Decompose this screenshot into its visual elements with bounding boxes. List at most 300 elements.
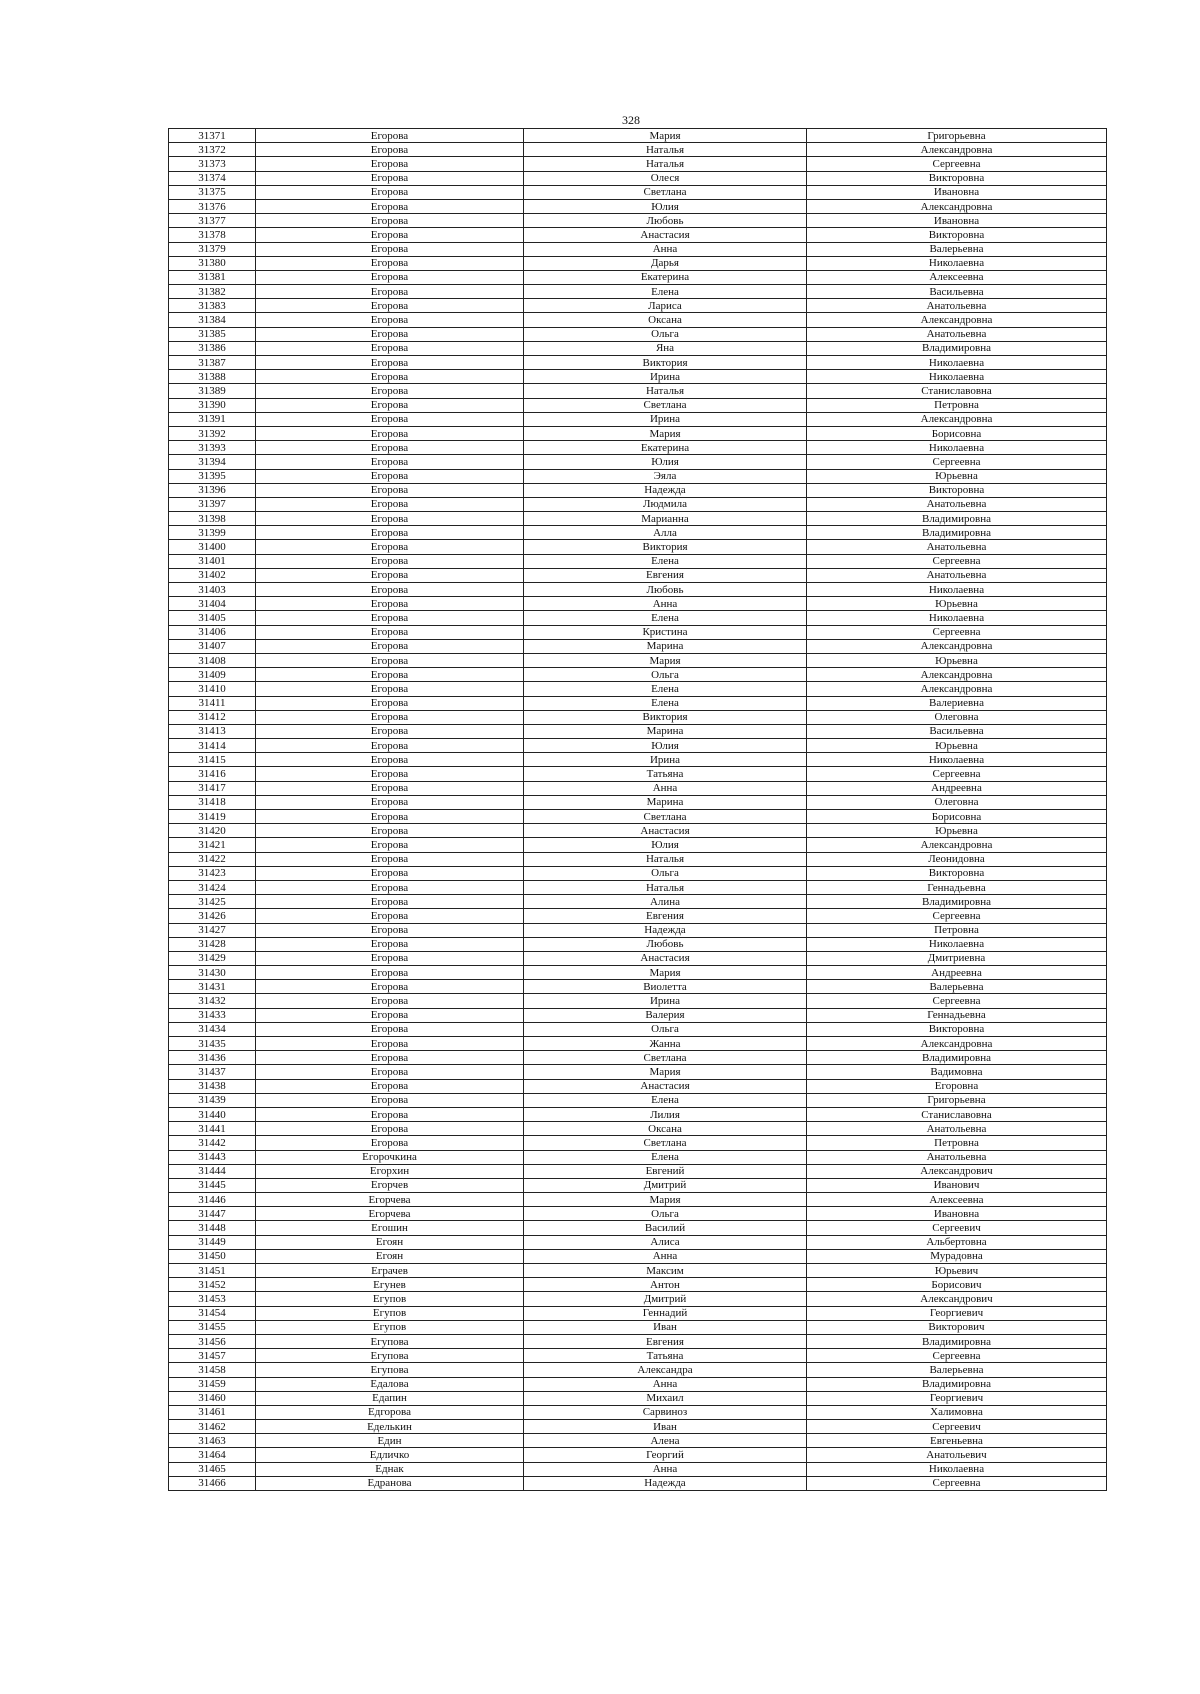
record-number-cell: 31428 — [169, 937, 256, 951]
record-number-cell: 31389 — [169, 384, 256, 398]
first-name-cell: Татьяна — [524, 767, 807, 781]
first-name-cell: Лариса — [524, 299, 807, 313]
last-name-cell: Егупова — [256, 1334, 524, 1348]
table-row — [169, 781, 1107, 795]
first-name-cell: Мария — [524, 426, 807, 440]
table-row — [169, 1292, 1107, 1306]
last-name-cell: Егорова — [256, 228, 524, 242]
record-number-cell: 31420 — [169, 824, 256, 838]
first-name-cell: Лилия — [524, 1107, 807, 1121]
last-name-cell: Егорова — [256, 1037, 524, 1051]
record-number-cell: 31387 — [169, 356, 256, 370]
first-name-cell: Василий — [524, 1221, 807, 1235]
first-name-cell: Наталья — [524, 384, 807, 398]
table-row — [169, 1349, 1107, 1363]
first-name-cell: Максим — [524, 1264, 807, 1278]
last-name-cell: Егорхин — [256, 1164, 524, 1178]
last-name-cell: Егорова — [256, 767, 524, 781]
table-row — [169, 285, 1107, 299]
table-row — [169, 398, 1107, 412]
table-row — [169, 1079, 1107, 1093]
record-number-cell: 31413 — [169, 724, 256, 738]
first-name-cell: Ирина — [524, 370, 807, 384]
patronymic-cell: Сергеевна — [807, 1476, 1107, 1490]
patronymic-cell: Александрович — [807, 1292, 1107, 1306]
last-name-cell: Егорова — [256, 1107, 524, 1121]
first-name-cell: Елена — [524, 696, 807, 710]
record-number-cell: 31375 — [169, 185, 256, 199]
first-name-cell: Анна — [524, 1249, 807, 1263]
table-row — [169, 483, 1107, 497]
patronymic-cell: Станиславовна — [807, 1107, 1107, 1121]
first-name-cell: Евгения — [524, 909, 807, 923]
record-number-cell: 31415 — [169, 753, 256, 767]
table-row — [169, 1037, 1107, 1051]
last-name-cell: Егорова — [256, 469, 524, 483]
patronymic-cell: Станиславовна — [807, 384, 1107, 398]
last-name-cell: Егорова — [256, 242, 524, 256]
last-name-cell: Егорова — [256, 540, 524, 554]
table-row — [169, 1278, 1107, 1292]
record-number-cell: 31403 — [169, 583, 256, 597]
record-number-cell: 31466 — [169, 1476, 256, 1490]
first-name-cell: Анна — [524, 1377, 807, 1391]
first-name-cell: Елена — [524, 554, 807, 568]
record-number-cell: 31439 — [169, 1093, 256, 1107]
record-number-cell: 31451 — [169, 1264, 256, 1278]
table-row — [169, 1136, 1107, 1150]
last-name-cell: Егорова — [256, 696, 524, 710]
last-name-cell: Егорова — [256, 483, 524, 497]
patronymic-cell: Петровна — [807, 1136, 1107, 1150]
table-row — [169, 469, 1107, 483]
first-name-cell: Любовь — [524, 937, 807, 951]
patronymic-cell: Васильевна — [807, 285, 1107, 299]
first-name-cell: Елена — [524, 1093, 807, 1107]
table-row — [169, 1462, 1107, 1476]
table-row — [169, 497, 1107, 511]
patronymic-cell: Владимировна — [807, 526, 1107, 540]
table-row — [169, 625, 1107, 639]
table-row — [169, 1306, 1107, 1320]
patronymic-cell: Викторовна — [807, 483, 1107, 497]
record-number-cell: 31396 — [169, 483, 256, 497]
table-row — [169, 143, 1107, 157]
first-name-cell: Наталья — [524, 157, 807, 171]
first-name-cell: Валерия — [524, 1008, 807, 1022]
patronymic-cell: Анатольевна — [807, 1150, 1107, 1164]
first-name-cell: Анна — [524, 597, 807, 611]
last-name-cell: Егорова — [256, 724, 524, 738]
table-row — [169, 1377, 1107, 1391]
table-row — [169, 1065, 1107, 1079]
last-name-cell: Еделькин — [256, 1420, 524, 1434]
patronymic-cell: Сергеевна — [807, 1349, 1107, 1363]
first-name-cell: Мария — [524, 129, 807, 143]
record-number-cell: 31379 — [169, 242, 256, 256]
record-number-cell: 31442 — [169, 1136, 256, 1150]
patronymic-cell: Борисовна — [807, 810, 1107, 824]
last-name-cell: Егорова — [256, 1022, 524, 1036]
last-name-cell: Егорова — [256, 426, 524, 440]
first-name-cell: Надежда — [524, 923, 807, 937]
table-row — [169, 895, 1107, 909]
first-name-cell: Екатерина — [524, 441, 807, 455]
record-number-cell: 31410 — [169, 682, 256, 696]
record-number-cell: 31384 — [169, 313, 256, 327]
table-row — [169, 937, 1107, 951]
record-number-cell: 31406 — [169, 625, 256, 639]
record-number-cell: 31371 — [169, 129, 256, 143]
last-name-cell: Едапин — [256, 1391, 524, 1405]
first-name-cell: Эяла — [524, 469, 807, 483]
record-number-cell: 31394 — [169, 455, 256, 469]
record-number-cell: 31432 — [169, 994, 256, 1008]
table-row — [169, 341, 1107, 355]
first-name-cell: Яна — [524, 341, 807, 355]
last-name-cell: Егорчев — [256, 1178, 524, 1192]
first-name-cell: Алина — [524, 895, 807, 909]
first-name-cell: Жанна — [524, 1037, 807, 1051]
last-name-cell: Егорова — [256, 1008, 524, 1022]
record-number-cell: 31392 — [169, 426, 256, 440]
patronymic-cell: Николаевна — [807, 611, 1107, 625]
patronymic-cell: Валериевна — [807, 696, 1107, 710]
last-name-cell: Егорова — [256, 143, 524, 157]
record-number-cell: 31409 — [169, 668, 256, 682]
first-name-cell: Марина — [524, 795, 807, 809]
last-name-cell: Егорова — [256, 866, 524, 880]
first-name-cell: Виктория — [524, 710, 807, 724]
first-name-cell: Оксана — [524, 1122, 807, 1136]
page-number: 328 — [622, 113, 640, 127]
last-name-cell: Едалова — [256, 1377, 524, 1391]
last-name-cell: Егорова — [256, 668, 524, 682]
patronymic-cell: Анатольевна — [807, 327, 1107, 341]
first-name-cell: Антон — [524, 1278, 807, 1292]
table-row — [169, 753, 1107, 767]
patronymic-cell: Сергеевич — [807, 1221, 1107, 1235]
last-name-cell: Егорова — [256, 951, 524, 965]
table-row — [169, 299, 1107, 313]
patronymic-cell: Александрович — [807, 1164, 1107, 1178]
table-row — [169, 795, 1107, 809]
first-name-cell: Юлия — [524, 739, 807, 753]
patronymic-cell: Юрьевна — [807, 469, 1107, 483]
patronymic-cell: Николаевна — [807, 256, 1107, 270]
table-row — [169, 157, 1107, 171]
last-name-cell: Егорова — [256, 455, 524, 469]
record-number-cell: 31381 — [169, 270, 256, 284]
table-row — [169, 1391, 1107, 1405]
patronymic-cell: Александровна — [807, 668, 1107, 682]
register-table — [168, 128, 1107, 1491]
record-number-cell: 31461 — [169, 1405, 256, 1419]
first-name-cell: Ирина — [524, 994, 807, 1008]
last-name-cell: Егоян — [256, 1235, 524, 1249]
last-name-cell: Егорова — [256, 1079, 524, 1093]
record-number-cell: 31429 — [169, 951, 256, 965]
first-name-cell: Татьяна — [524, 1349, 807, 1363]
table-row — [169, 1334, 1107, 1348]
last-name-cell: Егорова — [256, 270, 524, 284]
patronymic-cell: Борисовна — [807, 426, 1107, 440]
first-name-cell: Иван — [524, 1320, 807, 1334]
table-row — [169, 512, 1107, 526]
record-number-cell: 31426 — [169, 909, 256, 923]
record-number-cell: 31386 — [169, 341, 256, 355]
table-row — [169, 1320, 1107, 1334]
first-name-cell: Светлана — [524, 1136, 807, 1150]
last-name-cell: Егорчева — [256, 1207, 524, 1221]
table-row — [169, 880, 1107, 894]
patronymic-cell: Мурадовна — [807, 1249, 1107, 1263]
record-number-cell: 31405 — [169, 611, 256, 625]
record-number-cell: 31450 — [169, 1249, 256, 1263]
patronymic-cell: Григорьевна — [807, 1093, 1107, 1107]
first-name-cell: Мария — [524, 966, 807, 980]
table-row — [169, 909, 1107, 923]
first-name-cell: Виктория — [524, 356, 807, 370]
patronymic-cell: Альбертовна — [807, 1235, 1107, 1249]
table-row — [169, 682, 1107, 696]
patronymic-cell: Борисович — [807, 1278, 1107, 1292]
table-row — [169, 1207, 1107, 1221]
table-row — [169, 214, 1107, 228]
table-row — [169, 739, 1107, 753]
record-number-cell: 31463 — [169, 1434, 256, 1448]
first-name-cell: Марианна — [524, 512, 807, 526]
record-number-cell: 31464 — [169, 1448, 256, 1462]
last-name-cell: Егупова — [256, 1349, 524, 1363]
patronymic-cell: Юрьевна — [807, 824, 1107, 838]
first-name-cell: Анна — [524, 242, 807, 256]
record-number-cell: 31393 — [169, 441, 256, 455]
table-row — [169, 852, 1107, 866]
first-name-cell: Екатерина — [524, 270, 807, 284]
first-name-cell: Любовь — [524, 583, 807, 597]
patronymic-cell: Георгиевич — [807, 1306, 1107, 1320]
patronymic-cell: Анатольевич — [807, 1448, 1107, 1462]
patronymic-cell: Григорьевна — [807, 129, 1107, 143]
patronymic-cell: Ивановна — [807, 1207, 1107, 1221]
record-number-cell: 31407 — [169, 639, 256, 653]
table-row — [169, 1093, 1107, 1107]
patronymic-cell: Ивановна — [807, 214, 1107, 228]
table-row — [169, 923, 1107, 937]
patronymic-cell: Вадимовна — [807, 1065, 1107, 1079]
patronymic-cell: Валерьевна — [807, 1363, 1107, 1377]
last-name-cell: Егорова — [256, 980, 524, 994]
last-name-cell: Егорова — [256, 327, 524, 341]
patronymic-cell: Викторовна — [807, 171, 1107, 185]
patronymic-cell: Викторовна — [807, 866, 1107, 880]
record-number-cell: 31445 — [169, 1178, 256, 1192]
first-name-cell: Ирина — [524, 753, 807, 767]
patronymic-cell: Александровна — [807, 1037, 1107, 1051]
record-number-cell: 31436 — [169, 1051, 256, 1065]
table-row — [169, 256, 1107, 270]
patronymic-cell: Алексеевна — [807, 270, 1107, 284]
record-number-cell: 31437 — [169, 1065, 256, 1079]
record-number-cell: 31399 — [169, 526, 256, 540]
first-name-cell: Анна — [524, 1462, 807, 1476]
patronymic-cell: Олеговна — [807, 795, 1107, 809]
last-name-cell: Егорова — [256, 129, 524, 143]
first-name-cell: Елена — [524, 1150, 807, 1164]
record-number-cell: 31414 — [169, 739, 256, 753]
table-row — [169, 1249, 1107, 1263]
first-name-cell: Анастасия — [524, 1079, 807, 1093]
first-name-cell: Юлия — [524, 455, 807, 469]
table-row — [169, 653, 1107, 667]
table-row — [169, 1150, 1107, 1164]
patronymic-cell: Юрьевна — [807, 653, 1107, 667]
patronymic-cell: Сергеевна — [807, 157, 1107, 171]
record-number-cell: 31434 — [169, 1022, 256, 1036]
table-row — [169, 1476, 1107, 1490]
record-number-cell: 31400 — [169, 540, 256, 554]
patronymic-cell: Николаевна — [807, 370, 1107, 384]
table-row — [169, 540, 1107, 554]
record-number-cell: 31388 — [169, 370, 256, 384]
record-number-cell: 31447 — [169, 1207, 256, 1221]
record-number-cell: 31444 — [169, 1164, 256, 1178]
first-name-cell: Геннадий — [524, 1306, 807, 1320]
patronymic-cell: Анатольевна — [807, 1122, 1107, 1136]
last-name-cell: Егорова — [256, 824, 524, 838]
record-number-cell: 31395 — [169, 469, 256, 483]
record-number-cell: 31459 — [169, 1377, 256, 1391]
last-name-cell: Егорова — [256, 838, 524, 852]
last-name-cell: Егорова — [256, 739, 524, 753]
record-number-cell: 31431 — [169, 980, 256, 994]
record-number-cell: 31455 — [169, 1320, 256, 1334]
record-number-cell: 31372 — [169, 143, 256, 157]
last-name-cell: Егорова — [256, 157, 524, 171]
record-number-cell: 31402 — [169, 568, 256, 582]
patronymic-cell: Егоровна — [807, 1079, 1107, 1093]
patronymic-cell: Олеговна — [807, 710, 1107, 724]
last-name-cell: Егорова — [256, 370, 524, 384]
record-number-cell: 31422 — [169, 852, 256, 866]
record-number-cell: 31460 — [169, 1391, 256, 1405]
first-name-cell: Евгения — [524, 1334, 807, 1348]
first-name-cell: Ольга — [524, 1207, 807, 1221]
last-name-cell: Егунев — [256, 1278, 524, 1292]
first-name-cell: Евгений — [524, 1164, 807, 1178]
patronymic-cell: Викторовна — [807, 228, 1107, 242]
record-number-cell: 31398 — [169, 512, 256, 526]
first-name-cell: Виктория — [524, 540, 807, 554]
table-row — [169, 1022, 1107, 1036]
last-name-cell: Егорова — [256, 781, 524, 795]
last-name-cell: Егорова — [256, 810, 524, 824]
table-row — [169, 1264, 1107, 1278]
patronymic-cell: Сергеевна — [807, 625, 1107, 639]
table-row — [169, 1051, 1107, 1065]
first-name-cell: Ольга — [524, 327, 807, 341]
record-number-cell: 31385 — [169, 327, 256, 341]
first-name-cell: Михаил — [524, 1391, 807, 1405]
record-number-cell: 31408 — [169, 653, 256, 667]
table-row — [169, 412, 1107, 426]
last-name-cell: Егорова — [256, 597, 524, 611]
record-number-cell: 31419 — [169, 810, 256, 824]
patronymic-cell: Анатольевна — [807, 540, 1107, 554]
table-row — [169, 838, 1107, 852]
table-row — [169, 696, 1107, 710]
record-number-cell: 31377 — [169, 214, 256, 228]
record-number-cell: 31374 — [169, 171, 256, 185]
patronymic-cell: Сергеевич — [807, 1420, 1107, 1434]
first-name-cell: Ирина — [524, 412, 807, 426]
first-name-cell: Марина — [524, 639, 807, 653]
patronymic-cell: Александровна — [807, 199, 1107, 213]
patronymic-cell: Юрьевич — [807, 1264, 1107, 1278]
patronymic-cell: Валерьевна — [807, 980, 1107, 994]
first-name-cell: Ольга — [524, 1022, 807, 1036]
record-number-cell: 31383 — [169, 299, 256, 313]
patronymic-cell: Владимировна — [807, 512, 1107, 526]
table-row — [169, 1405, 1107, 1419]
patronymic-cell: Викторовна — [807, 1022, 1107, 1036]
record-number-cell: 31404 — [169, 597, 256, 611]
record-number-cell: 31418 — [169, 795, 256, 809]
table-row — [169, 185, 1107, 199]
record-number-cell: 31421 — [169, 838, 256, 852]
patronymic-cell: Геннадьевна — [807, 880, 1107, 894]
table-row — [169, 824, 1107, 838]
patronymic-cell: Андреевна — [807, 781, 1107, 795]
table-row — [169, 724, 1107, 738]
table-row — [169, 370, 1107, 384]
first-name-cell: Кристина — [524, 625, 807, 639]
record-number-cell: 31411 — [169, 696, 256, 710]
patronymic-cell: Ивановна — [807, 185, 1107, 199]
last-name-cell: Еднак — [256, 1462, 524, 1476]
last-name-cell: Егорова — [256, 937, 524, 951]
last-name-cell: Егорова — [256, 398, 524, 412]
first-name-cell: Алла — [524, 526, 807, 540]
patronymic-cell: Владимировна — [807, 895, 1107, 909]
record-number-cell: 31390 — [169, 398, 256, 412]
first-name-cell: Светлана — [524, 1051, 807, 1065]
last-name-cell: Егорчева — [256, 1193, 524, 1207]
last-name-cell: Егошин — [256, 1221, 524, 1235]
table-row — [169, 129, 1107, 143]
table-row — [169, 526, 1107, 540]
last-name-cell: Егорова — [256, 895, 524, 909]
first-name-cell: Наталья — [524, 143, 807, 157]
last-name-cell: Едличко — [256, 1448, 524, 1462]
record-number-cell: 31373 — [169, 157, 256, 171]
patronymic-cell: Александровна — [807, 143, 1107, 157]
last-name-cell: Егорова — [256, 412, 524, 426]
first-name-cell: Надежда — [524, 1476, 807, 1490]
patronymic-cell: Халимовна — [807, 1405, 1107, 1419]
last-name-cell: Егорова — [256, 753, 524, 767]
table-row — [169, 228, 1107, 242]
table-row — [169, 426, 1107, 440]
table-row — [169, 313, 1107, 327]
table-row — [169, 1448, 1107, 1462]
table-row — [169, 668, 1107, 682]
record-number-cell: 31458 — [169, 1363, 256, 1377]
record-number-cell: 31427 — [169, 923, 256, 937]
patronymic-cell: Валерьевна — [807, 242, 1107, 256]
table-row — [169, 356, 1107, 370]
